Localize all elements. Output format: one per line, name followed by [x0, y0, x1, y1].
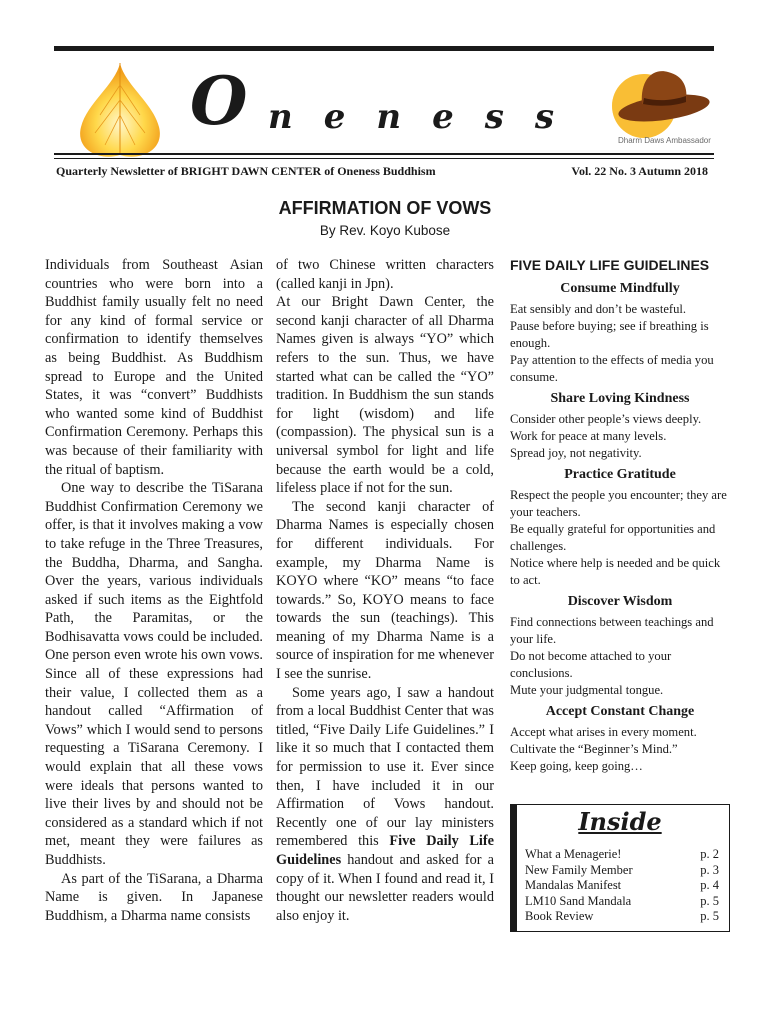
paragraph: The second kanji character of Dharma Names is especially chosen for different individuals. For example, my Dharma Name is KOYO where “KO” means “to face towards.” So, KOYO means to face towards the sun (teachings). This meaning of my Dharma Name is a source of inspiration for me whenever I see the sunrise.	[276, 498, 494, 683]
masthead-title	[190, 62, 610, 148]
guideline-line: Pause before buying; see if breathing is enough.	[510, 319, 709, 350]
article-column-2	[276, 256, 494, 925]
inside-item-page: p. 2	[700, 847, 719, 861]
bodhi-leaf-logo	[65, 55, 175, 163]
guidelines-emphasis: Five Daily Life Guidelines	[276, 833, 494, 868]
paragraph: of two Chinese written characters (called kanji in Jpn).	[276, 257, 494, 292]
guidelines-column	[510, 257, 730, 775]
paragraph: One way to describe the TiSarana Buddhist Confirmation Ceremony we offer, is that it involves making a vow to take refuge in the Three Treasures, the Buddha, Dharma, and Sangha. Over the years, various individuals asked if such items as the Eightfold Path, the Paramitas, or the Bodhisavatta vows could be included. One person even wrote his own vows. Since all of these expressions had their value, I collected them as a handout called “Affirmation of Vows” which I would send to persons requesting a TiSarana Ceremony. I would explain that all these vows were ideals that persons wanted to live their lives by and should not be considered as a standard which if not met, meant they were failures as Buddhists.	[45, 480, 263, 868]
masthead-rest: neness	[268, 97, 585, 137]
paragraph: At our Bright Dawn Center, the second kanji character of all Dharma Names given is always “YO” which refers to the sun. Thus, we have started what can be called the “YO” tradition. In Buddhism the sun stands for light (wisdom) and life (compassion). The physical sun is a universal symbol for light and life because the earth would be a cold, lifeless place if not for the sun.	[276, 294, 494, 497]
inside-item[interactable]	[525, 894, 719, 910]
volume-info: Vol. 22 No. 3 Autumn 2018	[571, 164, 708, 178]
guideline-line: Pay attention to the effects of media you consume.	[510, 353, 714, 384]
paragraph: Individuals from Southeast Asian countries who were born into a Buddhist family usually felt no need for any kind of formal service or confirmation to identify themselves as being Buddhist. As Buddhism spread to Europe and the United States, it was “convert” Buddhists who wanted some kind of Buddhist Confirmation Ceremony. Perhaps this was because of their familiarity with the ritual of baptism.	[45, 257, 263, 478]
guideline-line: Find connections between teachings and your life.	[510, 615, 714, 646]
guideline-line: Respect the people you encounter; they are your teachers.	[510, 488, 727, 519]
paragraph-text: handout and asked for a copy of it. When I found and read it, I thought our newsletter readers would also enjoy it.	[276, 852, 494, 924]
inside-heading: Inside	[578, 807, 662, 836]
inside-item[interactable]	[525, 863, 719, 879]
guideline-line: Mute your judgmental tongue.	[510, 683, 664, 697]
guideline-line: Work for peace at many levels.	[510, 429, 667, 443]
guideline-line: Notice where help is needed and be quick to act.	[510, 556, 721, 587]
guideline-title: Practice Gratitude	[564, 467, 676, 482]
inside-item-label: Book Review	[525, 909, 594, 924]
inside-item[interactable]	[525, 909, 719, 925]
guideline-line: Be equally grateful for opportunities and challenges.	[510, 522, 716, 553]
guideline-title: Accept Constant Change	[545, 704, 695, 719]
paragraph: As part of the TiSarana, a Dharma Name is given. In Japanese Buddhism, a Dharma name consists	[45, 870, 263, 924]
inside-item-label: New Family Member	[525, 862, 633, 877]
masthead-rule-thin	[54, 158, 714, 159]
inside-item[interactable]	[525, 878, 719, 894]
inside-list	[525, 847, 719, 925]
paragraph	[276, 684, 494, 926]
guideline-line: Cultivate the “Beginner’s Mind.”	[510, 742, 678, 756]
inside-box	[510, 804, 730, 932]
inside-item-page: p. 5	[700, 909, 719, 924]
article-byline: By Rev. Koyo Kubose	[319, 223, 451, 238]
guideline-line: Accept what arises in every moment.	[510, 725, 697, 739]
paragraph-text: Some years ago, I saw a handout from a local Buddhist Center that was titled, “Five Daily Life Guidelines.” I like it so much that I contacted them for permission to use it. Ever since then, I have included it in our Affirmation of Vows handout. Recently one of our lay ministers remembered this	[276, 684, 494, 850]
guideline-line: Spread joy, not negativity.	[510, 446, 642, 460]
guideline-line: Keep going, keep going…	[510, 759, 643, 773]
masthead-rule	[54, 153, 714, 155]
inside-item-label: Mandalas Manifest	[525, 878, 622, 893]
inside-item-label: What a Menagerie!	[525, 847, 622, 861]
cowboy-hat-logo	[604, 58, 712, 146]
hat-caption: Dharm Daws Ambassador	[618, 136, 711, 145]
masthead-initial: O	[190, 62, 248, 140]
guideline-line: Consider other people’s views deeply.	[510, 412, 702, 426]
guideline-line: Do not become attached to your conclusions.	[510, 649, 672, 680]
article-column-1	[45, 256, 263, 925]
newsletter-subtitle: Quarterly Newsletter of BRIGHT DAWN CENTER of Oneness Buddhism	[56, 164, 436, 178]
inside-item-page: p. 4	[700, 878, 719, 893]
guideline-line: Eat sensibly and don’t be wasteful.	[510, 302, 687, 316]
guideline-title: Consume Mindfully	[560, 281, 680, 296]
guideline-title: Discover Wisdom	[567, 594, 673, 609]
guideline-title: Share Loving Kindness	[550, 391, 690, 406]
inside-item-label: LM10 Sand Mandala	[525, 893, 632, 908]
inside-item-page: p. 5	[700, 893, 719, 908]
guidelines-heading: FIVE DAILY LIFE GUIDELINES	[510, 257, 710, 273]
top-rule	[54, 46, 714, 51]
inside-item-page: p. 3	[700, 862, 719, 877]
article-title: AFFIRMATION OF VOWS	[278, 198, 492, 218]
inside-item[interactable]	[525, 847, 719, 863]
